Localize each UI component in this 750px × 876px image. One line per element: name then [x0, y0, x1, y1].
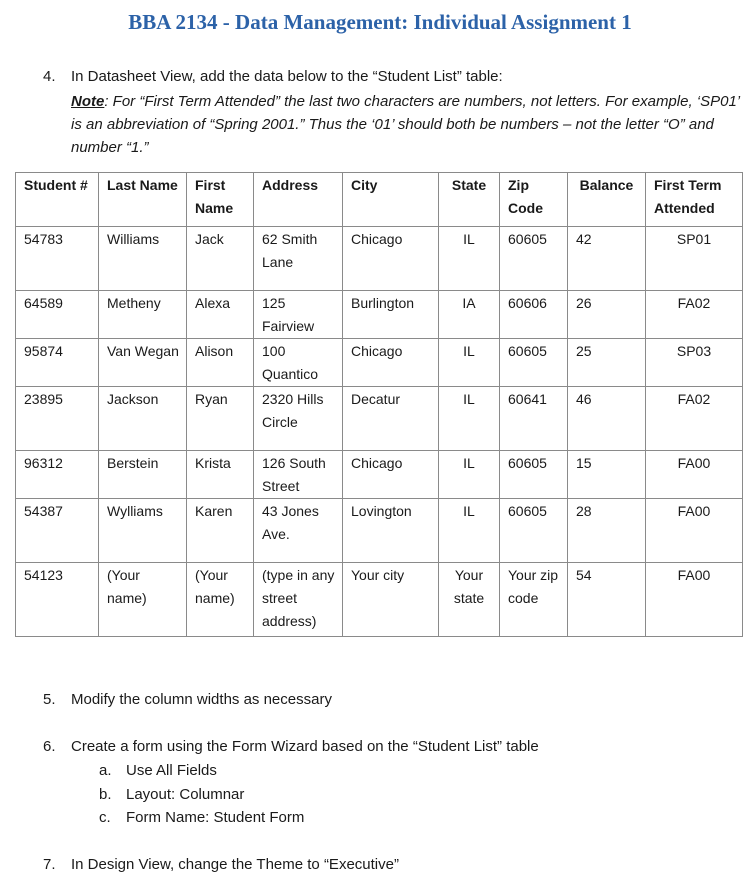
student-list-table — [15, 172, 743, 637]
cell-first-term: FA02 — [646, 291, 743, 339]
cell-zip-code: Your zip code — [500, 563, 568, 637]
step-number: 7. — [43, 856, 56, 873]
step-number: 5. — [43, 691, 56, 708]
header-balance: Balance — [568, 173, 646, 227]
cell-first-name: Alexa — [187, 291, 254, 339]
step-text: Modify the column widths as necessary — [71, 691, 332, 708]
header-first-name: First Name — [187, 173, 254, 227]
cell-student-number: 23895 — [16, 387, 99, 451]
table-row — [16, 563, 743, 637]
cell-zip-code: 60605 — [500, 339, 568, 387]
note-paragraph — [71, 90, 741, 159]
cell-address: 43 Jones Ave. — [254, 499, 343, 563]
header-first-term: First Term Attended — [646, 173, 743, 227]
table-row — [16, 451, 743, 499]
cell-address: 2320 Hills Circle — [254, 387, 343, 451]
substep-text: Use All Fields — [126, 762, 217, 779]
cell-first-term: FA00 — [646, 451, 743, 499]
note-label: Note — [71, 93, 105, 110]
cell-zip-code: 60605 — [500, 451, 568, 499]
cell-city: Chicago — [343, 227, 439, 291]
cell-city: Your city — [343, 563, 439, 637]
step-number: 6. — [43, 738, 56, 755]
header-zip-code: Zip Code — [500, 173, 568, 227]
cell-city: Chicago — [343, 451, 439, 499]
cell-balance: 25 — [568, 339, 646, 387]
cell-balance: 15 — [568, 451, 646, 499]
cell-zip-code: 60606 — [500, 291, 568, 339]
table-row — [16, 227, 743, 291]
table-header-row — [16, 173, 743, 227]
header-address: Address — [254, 173, 343, 227]
cell-first-term: FA00 — [646, 499, 743, 563]
cell-last-name: Williams — [99, 227, 187, 291]
cell-state: IA — [439, 291, 500, 339]
cell-first-name: Krista — [187, 451, 254, 499]
header-last-name: Last Name — [99, 173, 187, 227]
table-row — [16, 387, 743, 451]
cell-state: IL — [439, 339, 500, 387]
cell-first-term: SP03 — [646, 339, 743, 387]
cell-last-name: (Your name) — [99, 563, 187, 637]
cell-city: Burlington — [343, 291, 439, 339]
substep-letter: b. — [99, 786, 112, 803]
substep-letter: c. — [99, 809, 111, 826]
cell-balance: 46 — [568, 387, 646, 451]
cell-first-term: SP01 — [646, 227, 743, 291]
step-text: In Datasheet View, add the data below to the “Student List” table: — [71, 68, 503, 85]
cell-first-name: (Your name) — [187, 563, 254, 637]
cell-balance: 26 — [568, 291, 646, 339]
cell-state: IL — [439, 387, 500, 451]
cell-zip-code: 60605 — [500, 227, 568, 291]
step-text: Create a form using the Form Wizard based on the “Student List” table — [71, 738, 539, 755]
cell-first-name: Karen — [187, 499, 254, 563]
cell-first-term: FA00 — [646, 563, 743, 637]
cell-state: IL — [439, 451, 500, 499]
cell-student-number: 64589 — [16, 291, 99, 339]
cell-address: 125 Fairview — [254, 291, 343, 339]
cell-city: Lovington — [343, 499, 439, 563]
cell-student-number: 95874 — [16, 339, 99, 387]
cell-zip-code: 60641 — [500, 387, 568, 451]
cell-balance: 28 — [568, 499, 646, 563]
cell-zip-code: 60605 — [500, 499, 568, 563]
document-title: BBA 2134 - Data Management: Individual Assignment 1 — [128, 10, 632, 34]
cell-state: IL — [439, 227, 500, 291]
cell-last-name: Berstein — [99, 451, 187, 499]
cell-balance: 54 — [568, 563, 646, 637]
cell-last-name: Wylliams — [99, 499, 187, 563]
cell-address: 62 Smith Lane — [254, 227, 343, 291]
cell-state: IL — [439, 499, 500, 563]
cell-address: 100 Quantico — [254, 339, 343, 387]
cell-student-number: 54123 — [16, 563, 99, 637]
cell-first-name: Alison — [187, 339, 254, 387]
header-state: State — [439, 173, 500, 227]
cell-first-term: FA02 — [646, 387, 743, 451]
cell-city: Decatur — [343, 387, 439, 451]
cell-address: 126 South Street — [254, 451, 343, 499]
substep-letter: a. — [99, 762, 112, 779]
table-row — [16, 499, 743, 563]
step-text: In Design View, change the Theme to “Executive” — [71, 856, 399, 873]
cell-balance: 42 — [568, 227, 646, 291]
cell-last-name: Metheny — [99, 291, 187, 339]
header-city: City — [343, 173, 439, 227]
cell-last-name: Jackson — [99, 387, 187, 451]
cell-student-number: 96312 — [16, 451, 99, 499]
table-row — [16, 339, 743, 387]
substep-text: Layout: Columnar — [126, 786, 245, 803]
cell-city: Chicago — [343, 339, 439, 387]
step-number: 4. — [43, 68, 56, 85]
cell-first-name: Ryan — [187, 387, 254, 451]
substep-text: Form Name: Student Form — [126, 809, 305, 826]
header-student-number: Student # — [16, 173, 99, 227]
cell-state: Your state — [439, 563, 500, 637]
table-row — [16, 291, 743, 339]
cell-last-name: Van Wegan — [99, 339, 187, 387]
cell-address: (type in any street address) — [254, 563, 343, 637]
cell-first-name: Jack — [187, 227, 254, 291]
cell-student-number: 54783 — [16, 227, 99, 291]
note-text: : For “First Term Attended” the last two characters are numbers, not letters. For example, ‘SP01’ is an abbreviation of “Spring 2001.” Thus the ‘01’ should both be numbers – not the letter “O” and number “1.” — [71, 93, 740, 156]
cell-student-number: 54387 — [16, 499, 99, 563]
